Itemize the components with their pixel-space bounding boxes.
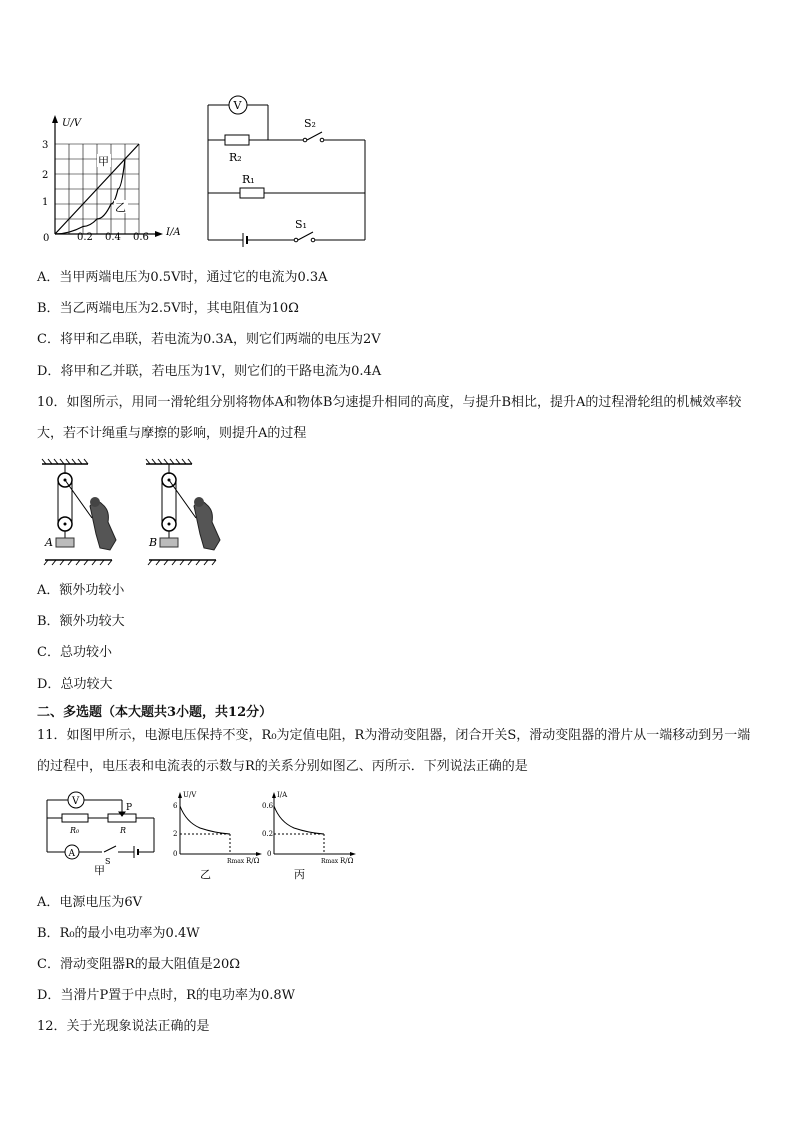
x-axis-arrow [155,231,163,237]
fig-yi-caption: 乙 [200,868,211,881]
q11-stem: 11．如图甲所示，电源电压保持不变，R₀为定值电阻，R为滑动变阻器，闭合开关S，滑动变阻器的滑片从一端移动到另一端的过程中，电压表和电流表的示数与R的关系分别如图乙、丙所示．下列说法正确的是 [37,728,751,774]
option-label: A． [37,583,60,598]
option-label: D． [37,988,61,1003]
bing-xmark: Rmax [321,858,339,865]
bing-ylabel: I/A [277,791,288,799]
option-text: 总功较大 [60,677,113,692]
r1-label: R₁ [242,173,255,186]
option-label: B． [37,926,60,941]
option-label: C． [37,957,60,972]
x-tick-0.6: 0.6 [133,232,149,243]
option-text: R₀的最小电功率为0.4W [59,926,200,941]
switch-s1[interactable] [298,232,313,240]
yi-xlabel: R/Ω [246,857,260,865]
q12-stem: 12．关于光现象说法正确的是 [37,1019,210,1034]
bing-curve [274,806,324,834]
series-yi-label: 乙 [115,201,126,214]
resistor-r2 [225,135,249,145]
q9-option-a[interactable] [37,269,328,287]
fig-jia-caption: 甲 [94,864,105,877]
q11-circuit-jia [42,790,162,880]
q11-option-d[interactable] [37,987,295,1005]
u-i-graph [35,112,195,247]
bing-ytick-0.6: 0.6 [262,802,274,810]
switch-s2[interactable] [307,132,322,140]
option-text: 电源电压为6V [59,895,143,910]
option-label: C． [37,332,60,347]
resistor-r0 [62,814,88,822]
switch-s[interactable] [104,846,116,852]
q9-option-c[interactable] [37,331,381,349]
option-text: 将甲和乙串联，若电流为0.3A，则它们两端的电压为2V [59,332,381,347]
q11-ammeter-label: A [68,849,75,859]
pulley-figure-a [42,459,116,565]
y-tick-1: 1 [42,197,49,208]
voltmeter-label: V [233,99,242,112]
bing-ytick-0.2: 0.2 [262,830,274,838]
option-label: C． [37,645,60,660]
option-label: D． [37,364,61,379]
pulley-figures [40,458,225,568]
option-label: B． [37,614,60,629]
q11-graph-bing [262,788,367,883]
s1-label: S₁ [295,218,307,231]
q10-option-d[interactable] [37,676,112,694]
x-tick-0.2: 0.2 [77,232,93,243]
r0-label: R₀ [70,826,80,835]
y-axis-label: U/V [62,118,82,129]
q11-graph-yi [170,788,270,883]
option-text: 当滑片P置于中点时，R的电功率为0.8W [60,988,296,1003]
option-text: 当甲两端电压为0.5V时，通过它的电流为0.3A [59,270,328,285]
r2-label: R₂ [229,151,242,164]
x-tick-0.4: 0.4 [105,232,121,243]
q11-option-c[interactable] [37,956,240,974]
s2-label: S₂ [304,117,316,130]
q11-option-a[interactable] [37,894,142,912]
object-b-label: B [149,536,158,549]
yi-ytick-2: 2 [173,830,178,838]
q11-voltmeter-label: V [72,796,80,807]
fig-bing-caption: 丙 [294,868,305,881]
circuit-diagram-1 [205,93,370,243]
x-tick-0: 0 [43,233,50,244]
object-a-label: A [45,536,53,549]
q10-stem: 10．如图所示，用同一滑轮组分别将物体A和物体B匀速提升相同的高度，与提升B相比，提升A的过程滑轮组的机械效率较大，若不计绳重与摩擦的影响，则提升A的过程 [37,395,742,441]
y-tick-2: 2 [42,170,49,181]
option-text: 将甲和乙并联，若电压为1V，则它们的干路电流为0.4A [60,364,382,379]
yi-ytick-0: 0 [173,850,178,858]
option-text: 当乙两端电压为2.5V时，其电阻值为10Ω [59,301,299,316]
option-text: 额外功较大 [59,614,125,629]
option-label: A． [37,270,60,285]
option-label: B． [37,301,60,316]
slider-p-label: P [126,803,133,813]
series-jia-label: 甲 [98,155,109,168]
option-text: 额外功较小 [59,583,125,598]
y-axis-arrow [52,115,58,123]
bing-xlabel: R/Ω [340,857,354,865]
option-label: D． [37,677,61,692]
option-text: 总功较小 [59,645,112,660]
yi-ytick-6: 6 [173,802,178,810]
resistor-r1 [240,188,264,198]
q10-option-c[interactable] [37,644,112,662]
r-label: R [120,826,127,835]
yi-curve [180,806,230,834]
q10-option-a[interactable] [37,582,124,600]
x-axis-label: I/A [166,227,181,238]
yi-xmark: Rmax [227,858,245,865]
s-label: S [105,857,111,866]
q9-option-b[interactable] [37,300,299,318]
y-tick-3: 3 [42,140,49,151]
q9-option-d[interactable] [37,363,381,381]
pulley-figure-b [146,459,220,565]
option-text: 滑动变阻器R的最大阻值是20Ω [59,957,241,972]
q10-option-b[interactable] [37,613,125,631]
bing-ytick-0: 0 [267,850,272,858]
q11-option-b[interactable] [37,925,200,943]
option-label: A． [37,895,60,910]
yi-ylabel: U/V [183,791,197,799]
section-heading: 二、多选题（本大题共3小题，共12分） [37,705,273,720]
